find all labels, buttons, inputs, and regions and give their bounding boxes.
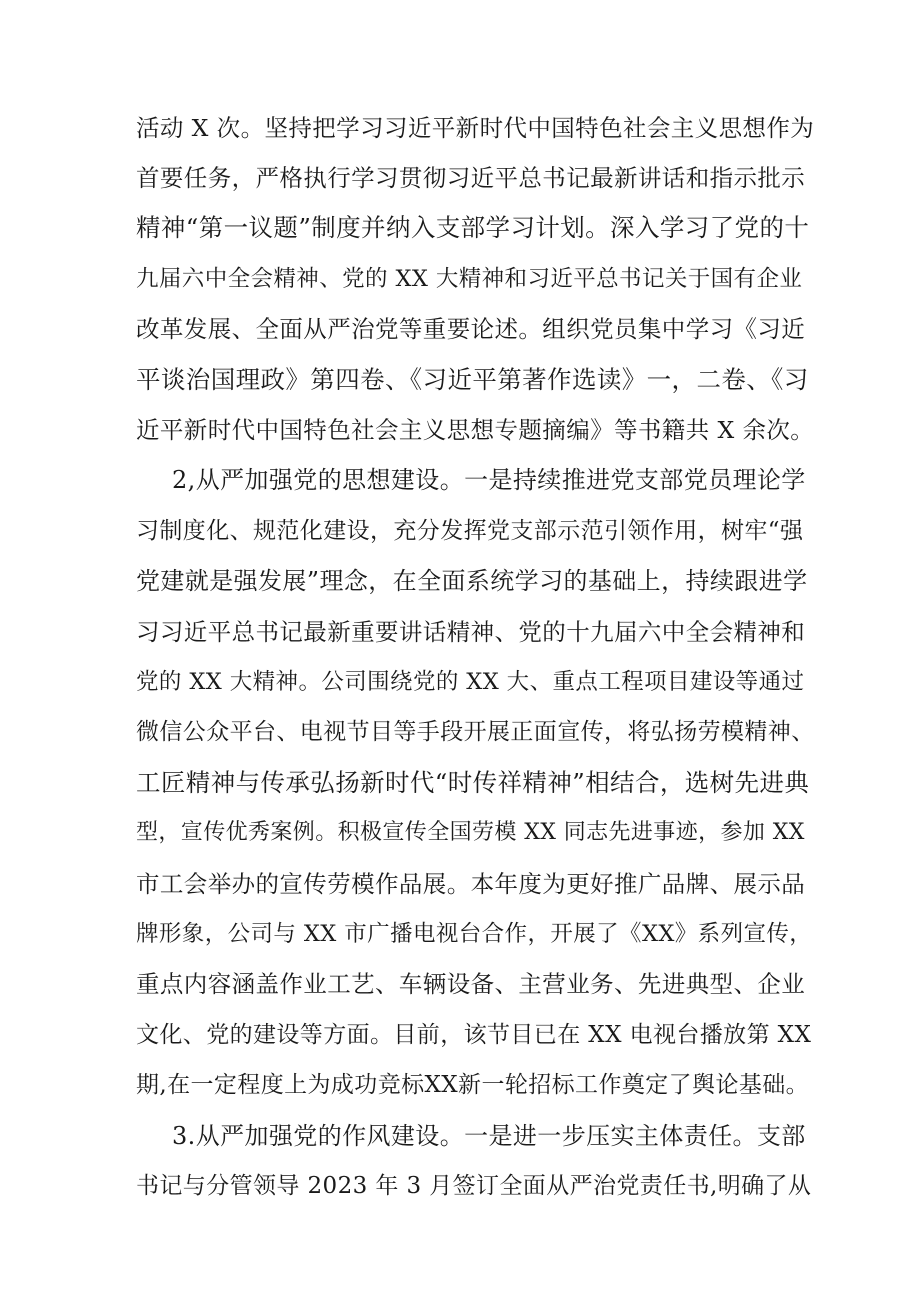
- text-line: 九届六中全会精神、党的 XX 大精神和习近平总书记关于国有企业: [136, 266, 803, 292]
- text-line: 期,在一定程度上为成功竞标XX新一轮招标工作奠定了舆论基础。: [136, 1072, 810, 1098]
- text-line: 文化、党的建设等方面。目前，该节目已在 XX 电视台播放第 XX: [136, 1022, 812, 1048]
- text-line: 工匠精神与传承弘扬新时代“时传祥精神”相结合，选树先进典: [136, 768, 810, 797]
- text-line: 精神“第一议题”制度并纳入支部学习计划。深入学习了党的十: [136, 213, 810, 242]
- paragraph-2-first-line: 2,从严加强党的思想建设。一是持续推进党支部党员理论学: [172, 466, 806, 494]
- text-line: 近平新时代中国特色社会主义思想专题摘编》等书籍共 X 余次。: [136, 416, 815, 444]
- text-line: 重点内容涵盖作业工艺、车辆设备、主营业务、先进典型、企业: [136, 970, 806, 998]
- text-line: 型，宣传优秀案例。积极宣传全国劳模 XX 同志先进事迹，参加 XX: [136, 820, 805, 845]
- text-line: 首要任务，严格执行学习贯彻习近平总书记最新讲话和指示批示: [136, 164, 806, 192]
- text-line: 党的 XX 大精神。公司围绕党的 XX 大、重点工程项目建设等通过: [136, 669, 805, 695]
- text-line: 微信公众平台、电视节目等手段开展正面宣传，将弘扬劳模精神、: [136, 719, 815, 745]
- text-line: 改革发展、全面从严治党等重要论述。组织党员集中学习《习近: [136, 315, 806, 343]
- text-line: 牌形象，公司与 XX 市广播电视台合作，开展了《XX》系列宣传，: [136, 921, 813, 947]
- text-line: 习制度化、规范化建设，充分发挥党支部示范引领作用，树牢“强: [136, 518, 804, 544]
- text-line: 活动 X 次。坚持把学习习近平新时代中国特色社会主义思想作为: [136, 114, 815, 142]
- paragraph-3-first-line: 3.从严加强党的作风建设。一是进一步压实主体责任。支部: [172, 1122, 806, 1150]
- text-line: 习习近平总书记最新重要讲话精神、党的十九届六中全会精神和: [136, 618, 806, 646]
- text-line: 市工会举办的宣传劳模作品展。本年度为更好推广品牌、展示品: [136, 870, 806, 898]
- text-line: 党建就是强发展”理念，在全面系统学习的基础上，持续跟进学: [136, 567, 808, 595]
- text-line: 书记与分管领导 2023 年 3 月签订全面从严治党责任书,明确了从: [136, 1173, 812, 1199]
- text-line: 平谈治国理政》第四卷、《习近平第著作选读》一，二卷、《习: [136, 365, 809, 394]
